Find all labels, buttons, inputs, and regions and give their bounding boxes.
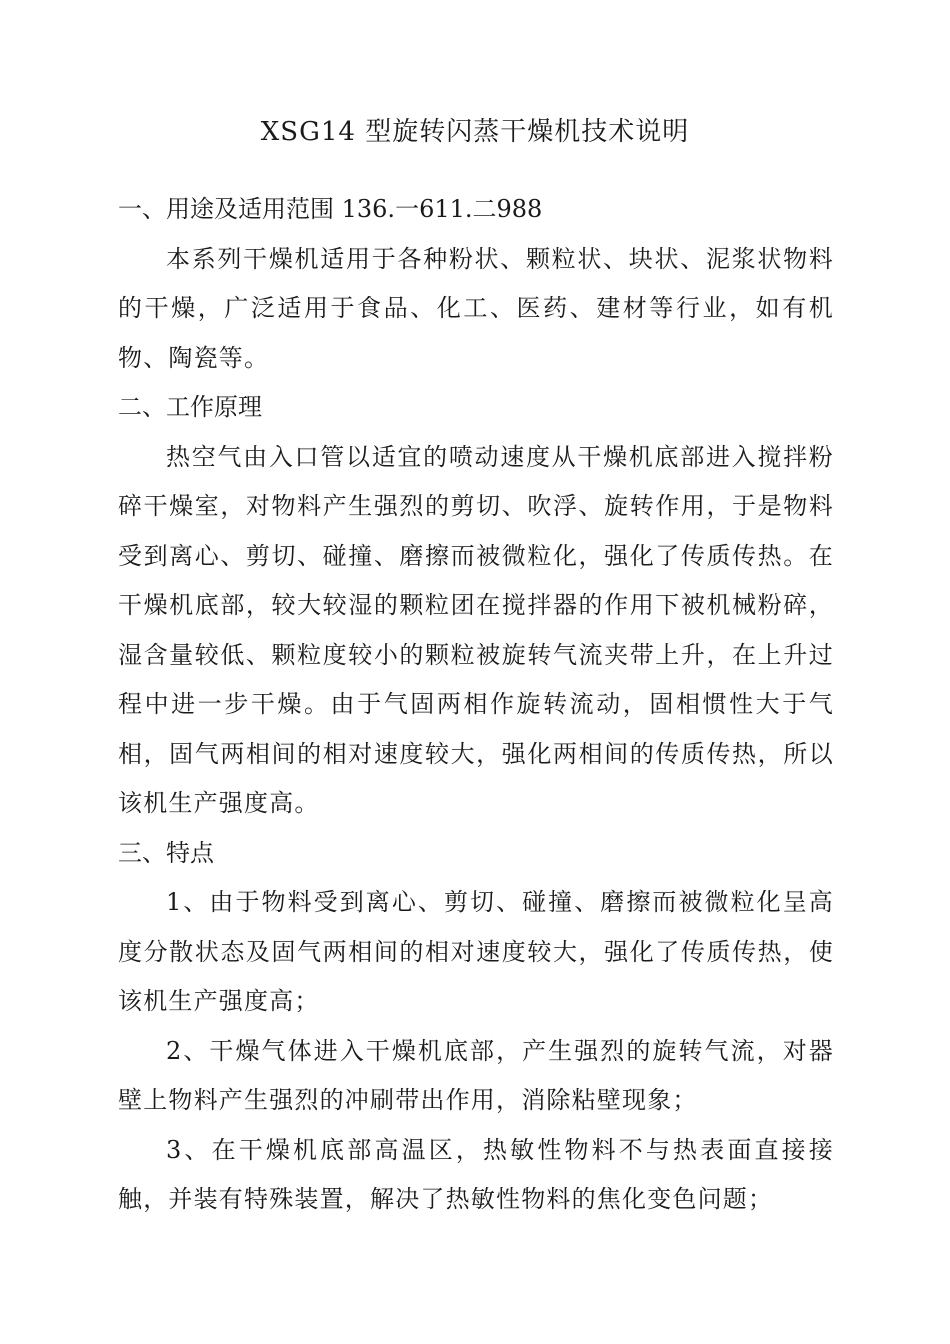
usage-paragraph: 本系列干燥机适用于各种粉状、颗粒状、块状、泥浆状物料的干燥，广泛适用于食品、化工、医药、建材等行业，如有机物、陶瓷等。 (118, 244, 834, 372)
document-body (118, 185, 834, 1225)
feature-item-2: 2、干燥气体进入干燥机底部，产生强烈的旋转气流，对器壁上物料产生强烈的冲刷带出作用，消除粘壁现象； (118, 1036, 834, 1114)
principle-paragraph: 热空气由入口管以适宜的喷动速度从干燥机底部进入搅拌粉碎干燥室，对物料产生强烈的剪切、吹浮、旋转作用，于是物料受到离心、剪切、碰撞、磨擦而被微粒化，强化了传质传热。在干燥机底部，较大较湿的颗粒团在搅拌器的作用下被机械粉碎，湿含量较低、颗粒度较小的颗粒被旋转气流夹带上升，在上升过程中进一步干燥。由于气固两相作旋转流动，固相惯性大于气相，固气两相间的相对速度较大，强化两相间的传质传热，所以该机生产强度高。 (118, 442, 834, 817)
feature-item-3: 3、在干燥机底部高温区，热敏性物料不与热表面直接接触，并装有特殊装置，解决了热敏性物料的焦化变色问题； (118, 1135, 834, 1213)
feature-item-1: 1、由于物料受到离心、剪切、碰撞、磨擦而被微粒化呈高度分散状态及固气两相间的相对速度较大，强化了传质传热，使该机生产强度高； (118, 888, 834, 1015)
section-heading-principle: 二、工作原理 (118, 393, 262, 421)
section-heading-features: 三、特点 (118, 838, 214, 867)
document-title: XSG14 型旋转闪蒸干燥机技术说明 (260, 117, 690, 147)
section-heading-usage: 一、用途及适用范围 136.一611.二988 (118, 195, 543, 223)
